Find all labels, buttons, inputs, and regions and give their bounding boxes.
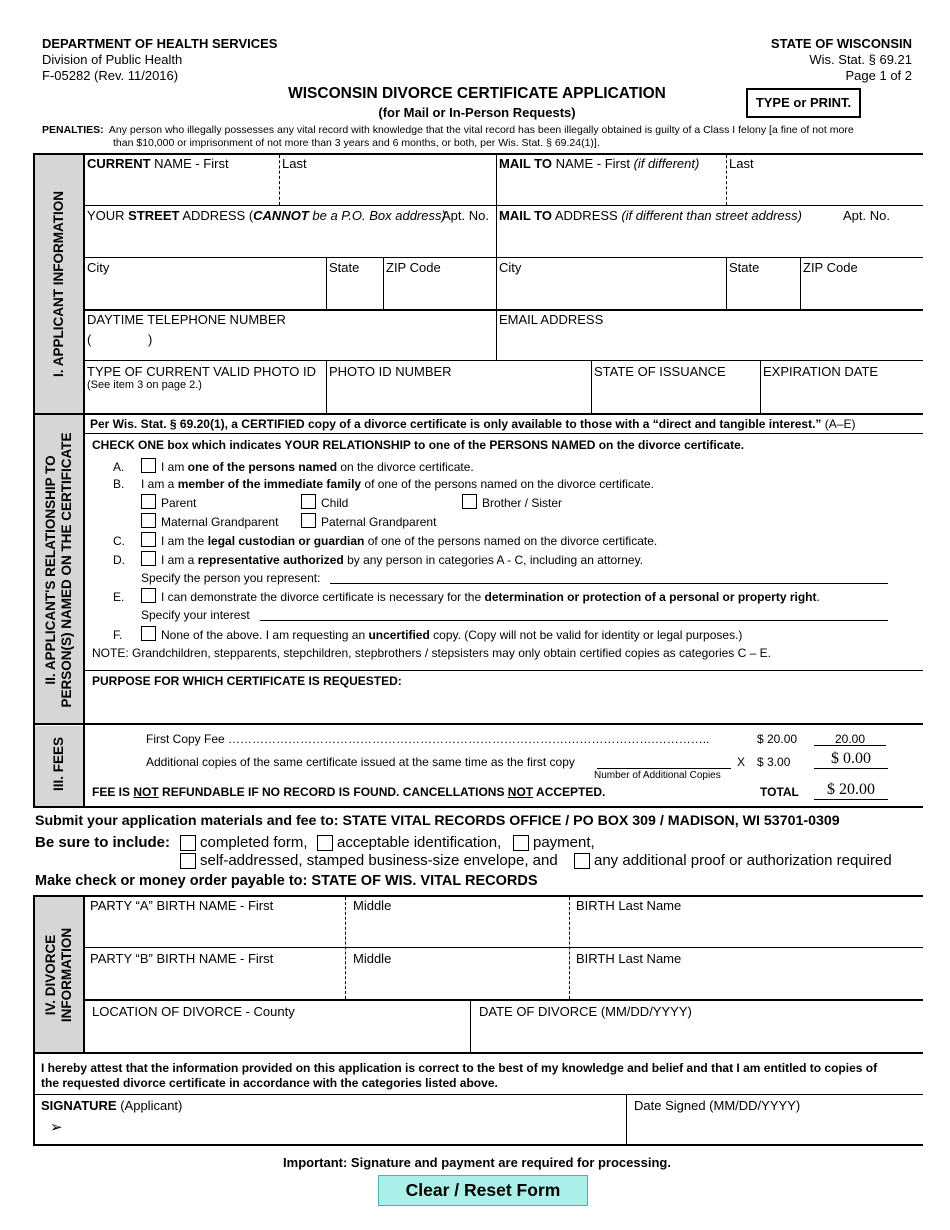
sibling-label: Brother / Sister xyxy=(482,496,563,510)
option-e-letter: E. xyxy=(113,590,125,604)
mailto-address-input[interactable] xyxy=(498,225,921,256)
signature-input[interactable] xyxy=(70,1114,624,1144)
interest-specify-label: Specify your interest xyxy=(141,608,250,622)
attest-line-1: I hereby attest that the information provided on this application is correct to the best of my knowledge and belief and that I am entitled to copies of xyxy=(41,1061,878,1075)
penalties-notice xyxy=(42,124,854,136)
additional-proof-label: any additional proof or authorization required xyxy=(594,852,892,869)
option-e-text: I can demonstrate the divorce certificate is necessary for the determination or protection of a personal or property right. xyxy=(161,590,820,604)
first-copy-value: 20.00 xyxy=(834,732,866,746)
option-b-letter: B. xyxy=(113,477,125,491)
maternal-grandparent-checkbox[interactable] xyxy=(141,513,156,528)
option-f-text: None of the above. I am requesting an uncertified copy. (Copy will not be valid for identity or legal purposes.) xyxy=(161,628,743,642)
refund-notice: FEE IS NOT REFUNDABLE IF NO RECORD IS FOUND. CANCELLATIONS NOT ACCEPTED. xyxy=(92,785,606,799)
form-number: F-05282 (Rev. 11/2016) xyxy=(42,68,179,83)
include-label: Be sure to include: xyxy=(35,834,171,851)
additional-copy-fee: $ 3.00 xyxy=(757,755,791,769)
child-label: Child xyxy=(321,496,349,510)
photo-id-number-label: PHOTO ID NUMBER xyxy=(329,364,452,379)
represent-specify-label: Specify the person you represent: xyxy=(141,571,321,585)
note-text: NOTE: Grandchildren, stepparents, stepchildren, stepbrothers / stepsisters may only obtain certified copies as categories C – E. xyxy=(92,646,771,660)
party-a-last-label: BIRTH Last Name xyxy=(576,898,682,913)
option-a-checkbox[interactable] xyxy=(141,458,156,473)
signature-arrow-icon: ➢ xyxy=(50,1119,63,1136)
section-1-label: I. APPLICANT INFORMATION xyxy=(51,191,66,377)
city-input[interactable] xyxy=(86,276,324,307)
phone-label: DAYTIME TELEPHONE NUMBER xyxy=(87,312,286,327)
date-divorce-label: DATE OF DIVORCE (MM/DD/YYYY) xyxy=(479,1004,692,1019)
street-address-input[interactable] xyxy=(86,225,494,256)
statute-ref: Wis. Stat. § 69.21 xyxy=(809,52,912,67)
current-name-last-label: Last xyxy=(282,156,307,171)
additional-proof-checkbox[interactable] xyxy=(574,853,590,869)
clear-reset-button[interactable]: Clear / Reset Form xyxy=(378,1175,588,1206)
state-input[interactable] xyxy=(328,276,381,307)
location-label: LOCATION OF DIVORCE - County xyxy=(92,1004,295,1019)
option-a-text: I am one of the persons named on the divorce certificate. xyxy=(161,460,474,474)
mailto-name-first-input[interactable] xyxy=(498,172,724,204)
mailto-city-label: City xyxy=(499,260,522,275)
payment-label: payment, xyxy=(533,834,595,851)
penalties-label: PENALTIES: xyxy=(42,124,104,136)
party-b-last-label: BIRTH Last Name xyxy=(576,951,682,966)
expiration-date-input[interactable] xyxy=(762,380,921,411)
mailto-zip-label: ZIP Code xyxy=(803,260,858,275)
mailto-name-last-label: Last xyxy=(729,156,754,171)
form-title: WISCONSIN DIVORCE CERTIFICATE APPLICATION xyxy=(288,85,666,102)
payable-to: Make check or money order payable to: STATE OF WIS. VITAL RECORDS xyxy=(35,873,538,889)
submit-address: Submit your application materials and fee to: STATE VITAL RECORDS OFFICE / PO BOX 309 / MADISON, WI 53701-0309 xyxy=(35,813,840,829)
num-additional-caption: Number of Additional Copies xyxy=(594,770,721,781)
maternal-grandparent-label: Maternal Grandparent xyxy=(161,515,279,529)
check-one-instruction: CHECK ONE box which indicates YOUR RELATIONSHIP to one of the PERSONS NAMED on the divorce certificate. xyxy=(92,438,745,452)
purpose-input[interactable] xyxy=(90,690,920,721)
option-d-letter: D. xyxy=(113,553,125,567)
mailto-apt-label: Apt. No. xyxy=(843,208,890,223)
party-b-first-input[interactable] xyxy=(86,967,343,997)
photo-id-type-label: TYPE OF CURRENT VALID PHOTO ID xyxy=(87,364,316,379)
party-a-first-label: PARTY “A” BIRTH NAME - First xyxy=(90,898,274,913)
form-subtitle: (for Mail or In-Person Requests) xyxy=(378,105,576,120)
party-b-middle-input[interactable] xyxy=(348,967,567,997)
phone-number-input[interactable] xyxy=(158,330,492,350)
party-b-middle-label: Middle xyxy=(353,951,392,966)
section-2-label: II. APPLICANT'S RELATIONSHIP TO PERSON(S) NAMED ON THE CERTIFICATE xyxy=(43,432,74,708)
department-name: DEPARTMENT OF HEALTH SERVICES xyxy=(42,36,278,51)
state-of-issuance-label: STATE OF ISSUANCE xyxy=(594,364,726,379)
section-3-label: III. FEES xyxy=(51,737,66,792)
parent-checkbox[interactable] xyxy=(141,494,156,509)
total-label: TOTAL xyxy=(760,785,799,799)
first-copy-label: First Copy Fee ………………………………………………………………………….………………….………….. xyxy=(146,732,710,746)
paternal-grandparent-label: Paternal Grandparent xyxy=(321,515,437,529)
phone-paren-close: ) xyxy=(148,332,153,347)
mailto-name-first-label: MAIL TO NAME - First (if different) xyxy=(499,156,700,171)
signature-label: SIGNATURE (Applicant) xyxy=(41,1098,183,1113)
purpose-label: PURPOSE FOR WHICH CERTIFICATE IS REQUESTED: xyxy=(92,674,402,688)
option-a-letter: A. xyxy=(113,460,125,474)
location-input[interactable] xyxy=(86,1020,468,1050)
sibling-checkbox[interactable] xyxy=(462,494,477,509)
party-b-last-input[interactable] xyxy=(572,967,921,997)
date-signed-label: Date Signed (MM/DD/YYYY) xyxy=(634,1098,801,1113)
interest-input[interactable] xyxy=(260,605,888,620)
child-checkbox[interactable] xyxy=(301,494,316,509)
total-value: $ 20.00 xyxy=(827,781,875,798)
page-number: Page 1 of 2 xyxy=(845,68,912,83)
acceptable-id-label: acceptable identification, xyxy=(337,834,502,851)
party-b-first-label: PARTY “B” BIRTH NAME - First xyxy=(90,951,274,966)
type-or-print-box: TYPE or PRINT. xyxy=(746,88,861,118)
mailto-city-input[interactable] xyxy=(498,276,724,307)
zip-input[interactable] xyxy=(385,276,494,307)
email-input[interactable] xyxy=(498,328,921,358)
party-a-first-input[interactable] xyxy=(86,915,343,946)
option-e-checkbox[interactable] xyxy=(141,588,156,603)
photo-id-note: (See item 3 on page 2.) xyxy=(87,379,202,391)
street-address-label: YOUR STREET ADDRESS (CANNOT be a P.O. Box address) xyxy=(87,208,446,223)
parent-label: Parent xyxy=(161,496,197,510)
party-a-last-input[interactable] xyxy=(572,915,921,946)
paternal-grandparent-checkbox[interactable] xyxy=(301,513,316,528)
option-d-checkbox[interactable] xyxy=(141,551,156,566)
represent-person-input[interactable] xyxy=(330,568,888,583)
photo-id-number-input[interactable] xyxy=(328,380,589,411)
important-notice: Important: Signature and payment are required for processing. xyxy=(283,1155,671,1170)
additional-total-value: $ 0.00 xyxy=(831,750,871,767)
envelope-checkbox[interactable] xyxy=(180,853,196,869)
envelope-label: self-addressed, stamped business-size envelope, and xyxy=(200,852,558,869)
state-of-issuance-input[interactable] xyxy=(593,380,758,411)
mailto-name-last-input[interactable] xyxy=(728,172,921,204)
date-divorce-input[interactable] xyxy=(473,1020,921,1050)
street-apt-label: Apt. No. xyxy=(442,208,489,223)
additional-copies-input[interactable] xyxy=(597,753,731,768)
phone-area-code-input[interactable] xyxy=(95,330,145,350)
party-a-middle-input[interactable] xyxy=(348,915,567,946)
phone-paren-open: ( xyxy=(87,332,92,347)
penalties-line-2: than $10,000 or imprisonment of not more than 3 years and 6 months, or both, per Wis. Stat. § 69.24(1)]. xyxy=(113,137,600,149)
mailto-zip-input[interactable] xyxy=(802,276,921,307)
option-c-text: I am the legal custodian or guardian of one of the persons named on the divorce certificate. xyxy=(161,534,658,548)
current-name-last-input[interactable] xyxy=(281,172,494,204)
state-label: State xyxy=(329,260,360,275)
mailto-state-input[interactable] xyxy=(728,276,798,307)
state-name: STATE OF WISCONSIN xyxy=(770,36,912,51)
email-label: EMAIL ADDRESS xyxy=(499,312,604,327)
mailto-address-label: MAIL TO ADDRESS (if different than street address) xyxy=(499,208,802,223)
current-name-first-label: CURRENT NAME - First xyxy=(87,156,229,171)
statute-line: Per Wis. Stat. § 69.20(1), a CERTIFIED copy of a divorce certificate is only available to those with a “direct and tangible interest.” (A–E) xyxy=(90,417,856,431)
city-label: City xyxy=(87,260,110,275)
option-f-letter: F. xyxy=(113,628,123,642)
completed-form-checkbox[interactable] xyxy=(180,835,196,851)
date-signed-input[interactable] xyxy=(630,1114,921,1144)
option-c-checkbox[interactable] xyxy=(141,532,156,547)
completed-form-label: completed form, xyxy=(200,834,308,851)
additional-copies-label: Additional copies of the same certificate issued at the same time as the first copy xyxy=(146,755,575,769)
times-sign: X xyxy=(737,755,746,769)
photo-id-type-input[interactable] xyxy=(86,393,324,411)
option-c-letter: C. xyxy=(113,534,125,548)
acceptable-id-checkbox[interactable] xyxy=(317,835,333,851)
penalties-line-1: Any person who illegally possesses any vital record with knowledge that the vital record has been illegally obtained is guilty of a Class I felony [a fine of not more xyxy=(108,124,854,136)
zip-label: ZIP Code xyxy=(386,260,441,275)
option-b-text: I am a member of the immediate family of one of the persons named on the divorce certificate. xyxy=(141,477,654,491)
party-a-middle-label: Middle xyxy=(353,898,392,913)
option-f-checkbox[interactable] xyxy=(141,626,156,641)
division-name: Division of Public Health xyxy=(42,52,183,67)
attest-line-2: the requested divorce certificate in accordance with the categories listed above. xyxy=(41,1076,498,1090)
current-name-first-input[interactable] xyxy=(86,172,277,204)
mailto-state-label: State xyxy=(729,260,760,275)
expiration-date-label: EXPIRATION DATE xyxy=(763,364,879,379)
option-d-text: I am a representative authorized by any person in categories A - C, including an attorney. xyxy=(161,553,644,567)
first-copy-fee: $ 20.00 xyxy=(757,732,798,746)
section-4-label: IV. DIVORCE INFORMATION xyxy=(43,927,74,1023)
payment-checkbox[interactable] xyxy=(513,835,529,851)
